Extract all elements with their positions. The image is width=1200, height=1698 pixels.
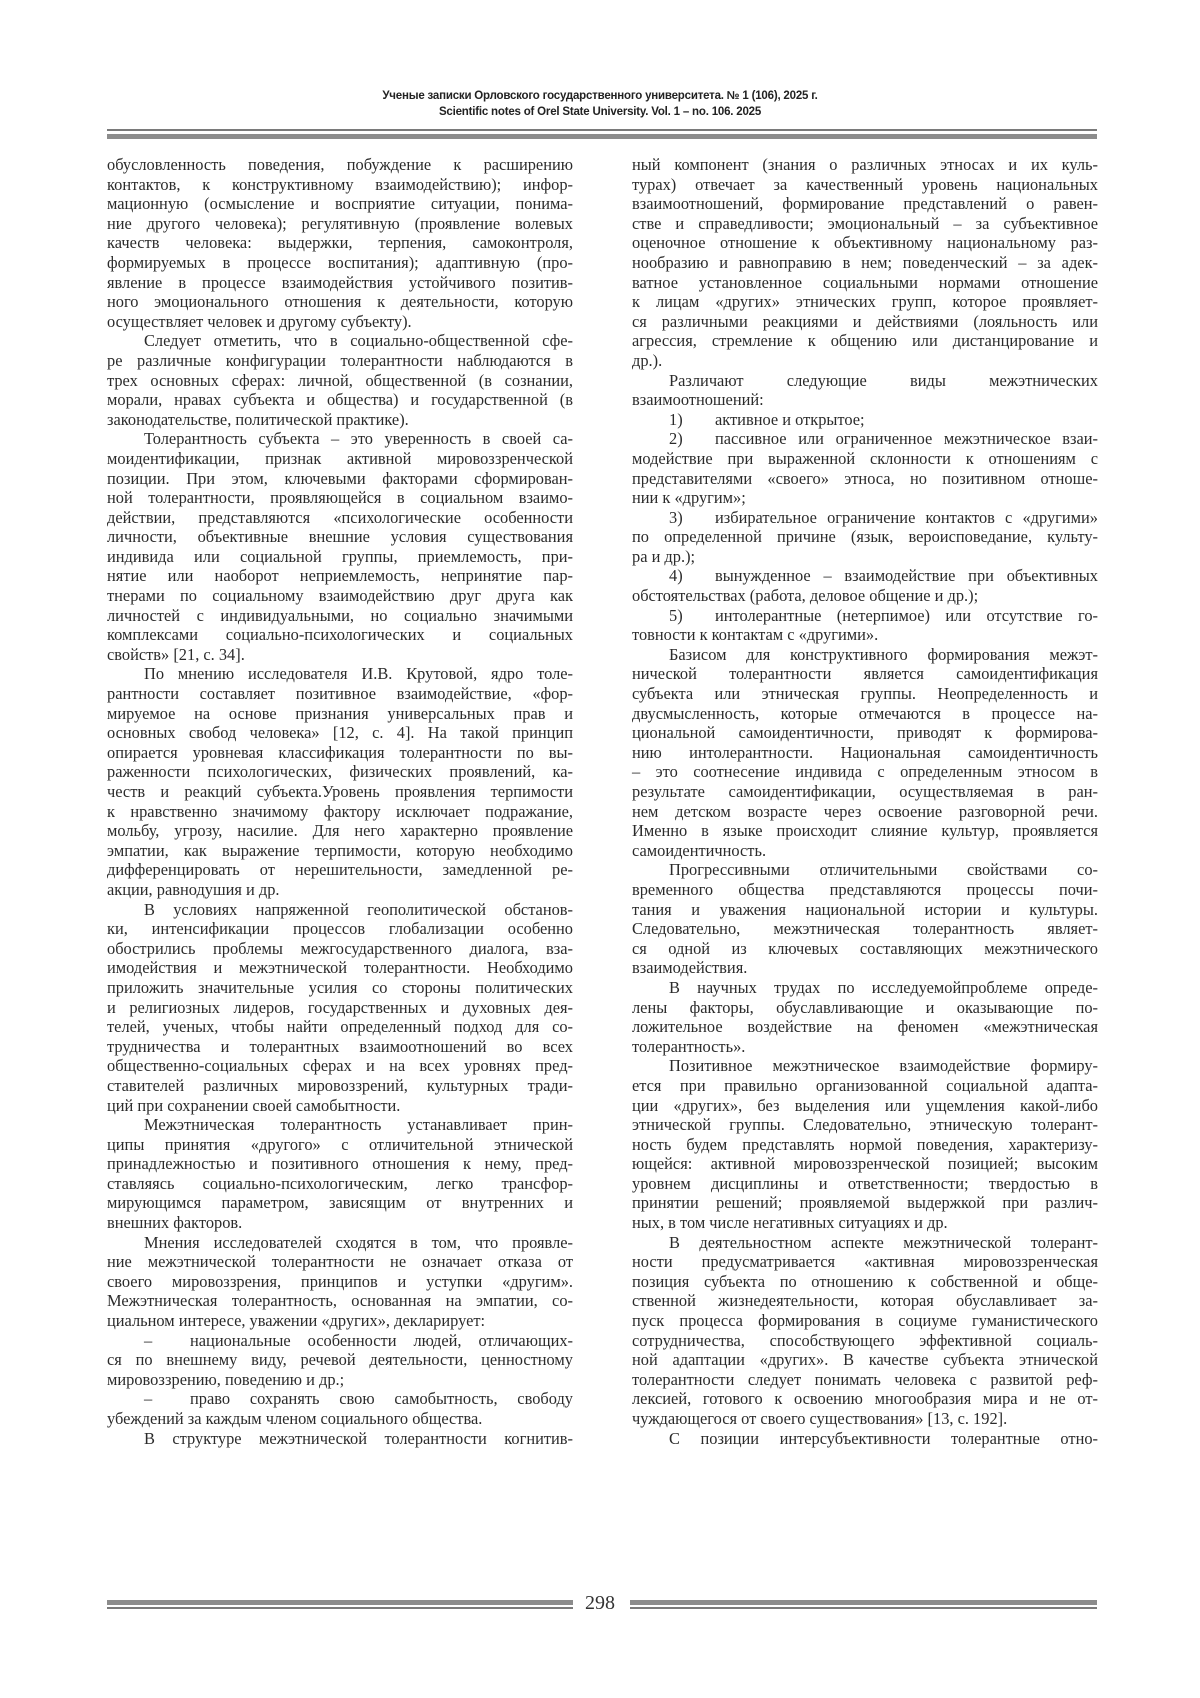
text-line: стве и справедливости; эмоциональный – за субъективное xyxy=(632,213,1098,233)
text-line: Мнения исследователей сходятся в том, что проявле- xyxy=(144,1232,573,1252)
list-item xyxy=(632,566,1098,605)
text-line: ности предусматривается «активная мировоззренческая xyxy=(632,1252,1098,1272)
text-line: ность будем представлять нормой поведения, характеризу- xyxy=(632,1134,1098,1154)
paragraph xyxy=(107,1429,573,1449)
text-line: лексией, готового к освоению многообразия мира и не от- xyxy=(632,1389,1098,1409)
text-line: внешних факторов. xyxy=(107,1213,243,1233)
text-line: по определенной причине (язык, вероисповедание, культу- xyxy=(632,527,1098,547)
text-line: телей, ученых, чтобы найти определенный подход для со- xyxy=(107,1017,573,1037)
text-line: мируемое на основе признания универсальных прав и xyxy=(107,703,573,723)
list-marker: 4) xyxy=(669,566,683,586)
text-line: ципы принятия «другого» с отличительной этнической xyxy=(107,1134,573,1154)
text-line: мировоззрению, поведению и др.; xyxy=(107,1369,345,1389)
text-line: Прогрессивными отличительными свойствами со- xyxy=(669,860,1098,880)
text-line: общественно-социальных сферах и на всех уровнях пред- xyxy=(107,1056,573,1076)
list-marker: 2) xyxy=(669,429,683,449)
text-line: Межэтническая толерантность устанавливает прин- xyxy=(144,1115,573,1135)
text-line: формируемых в процессе воспитания); адаптивную (про- xyxy=(107,252,573,272)
text-line: тания и уважения национальной истории и культуры. xyxy=(632,899,1098,919)
text-line: мирующимся параметром, зависящим от внутренних и xyxy=(107,1193,573,1213)
text-line: свойств» [21, с. 34]. xyxy=(107,644,245,664)
text-line: толерантность». xyxy=(632,1036,746,1056)
text-line: взаимоотношений: xyxy=(632,390,764,410)
text-line: лены факторы, обуславливающие и оказывающие по- xyxy=(632,997,1098,1017)
list-item-text: пассивное или ограниченное межэтническое взаи- xyxy=(715,429,1098,449)
journal-title-ru: Ученые записки Орловского государственного университета. № 1 (106), 2025 г. xyxy=(382,90,818,102)
text-line xyxy=(107,1389,573,1409)
text-line: обстоятельствах (работа, деловое общение и др.); xyxy=(632,586,979,606)
paragraph xyxy=(632,978,1098,1056)
text-line xyxy=(632,429,1098,449)
paragraph xyxy=(632,645,1098,861)
page-number: 298 xyxy=(585,1592,615,1614)
text-line: др.). xyxy=(632,350,663,370)
list-item xyxy=(107,1389,573,1428)
list-item xyxy=(107,1331,573,1390)
text-line: ся по внешнему виду, речевой деятельности, ценностному xyxy=(107,1350,573,1370)
text-line: Различают следующие виды межэтнических xyxy=(669,370,1098,390)
text-line: Именно в языке происходит слияние культур, проявляется xyxy=(632,821,1098,841)
footer-rule-right-thin xyxy=(630,1607,1097,1609)
text-line: Толерантность субъекта – это уверенность в своей са- xyxy=(144,429,573,449)
text-line: Следовательно, межэтническая толерантность являет- xyxy=(632,919,1098,939)
list-marker: 1) xyxy=(669,409,683,429)
list-item xyxy=(632,606,1098,645)
text-line: нии к «другим»; xyxy=(632,488,746,508)
list-item xyxy=(632,429,1098,507)
text-line: – это соотнесение индивида с определенным этносом в xyxy=(632,762,1098,782)
text-line: качеств человека: выдержки, терпения, самоконтроля, xyxy=(107,233,573,253)
list-item xyxy=(632,410,1098,430)
text-line: принятии решений; проявляемой выдержкой при различ- xyxy=(632,1193,1098,1213)
text-line: честв и реакций субъекта.Уровень проявления терпимости xyxy=(107,782,573,801)
paragraph xyxy=(632,1429,1098,1449)
text-line: Межэтническая толерантность, основанная на эмпатии, со- xyxy=(107,1291,573,1311)
text-line: индивида или социальной группы, приемлемость, при- xyxy=(107,546,573,566)
text-line xyxy=(107,1331,573,1351)
text-line: представителями «своего» этноса, но позитивном отноше- xyxy=(632,468,1098,488)
list-item-text: избирательное ограничение контактов с «другими» xyxy=(715,507,1098,527)
text-line: нятие или наоборот неприемлемость, непринятие пар- xyxy=(107,566,573,586)
paragraph xyxy=(107,664,573,899)
text-line: По мнению исследователя И.В. Крутовой, ядро толе- xyxy=(144,664,573,684)
text-line: ций при сохранении своей самобытности. xyxy=(107,1095,401,1115)
text-line: дифференцировать от нерешительности, замедленной ре- xyxy=(107,860,573,880)
text-line: основных свобод человека» [12, с. 4]. На такой принцип xyxy=(107,723,573,743)
text-line: убеждений за каждым членом социального общества. xyxy=(107,1409,483,1428)
left-column xyxy=(107,155,573,1448)
footer-rule-right-thick xyxy=(630,1600,1097,1605)
text-line: ный компонент (знания о различных этносах и их куль- xyxy=(632,155,1098,174)
right-column xyxy=(632,155,1098,1448)
text-line: к лицам «других» этнических групп, которое проявляет- xyxy=(632,292,1098,312)
text-line: рантности составляет позитивное взаимодействие, «фор- xyxy=(107,684,573,704)
text-line: В условиях напряженной геополитической обстанов- xyxy=(144,899,573,919)
list-item-text: интолерантные (нетерпимое) или отсутствие го- xyxy=(715,605,1098,625)
text-line: ся различными реакциями и действиями (лояльность или xyxy=(632,311,1098,331)
text-line: мольбу, угрозу, насилие. Для него характерно проявление xyxy=(107,821,573,841)
text-line: ложительное воздействие на феномен «межэтническая xyxy=(632,1017,1098,1037)
text-line: нем детском возрасте через освоение разговорной речи. xyxy=(632,801,1098,821)
paragraph xyxy=(632,1233,1098,1429)
text-line: циональной самоидентичности, приводят к формирова- xyxy=(632,723,1098,743)
text-line: циальном интересе, уважении «других», декларирует: xyxy=(107,1311,486,1331)
text-line: позиция субъекта по отношению к собственной и обще- xyxy=(632,1271,1098,1291)
text-line: ра и др.); xyxy=(632,546,696,566)
text-line: нию интолерантности. Национальная самоидентичность xyxy=(632,742,1098,762)
text-line xyxy=(632,508,1098,528)
list-item-text: вынужденное – взаимодействие при объективных xyxy=(715,566,1098,586)
list-item-text: активное и открытое; xyxy=(715,409,865,429)
text-line: турах) отвечает за качественный уровень национальных xyxy=(632,174,1098,194)
text-line: приложить значительные усилия со стороны политических xyxy=(107,977,573,997)
header-rule-thin xyxy=(107,129,1097,131)
text-line: комплексами социально-психологических и социальных xyxy=(107,625,573,645)
text-line: В научных трудах по исследуемойпроблеме опреде- xyxy=(669,977,1098,997)
text-line: субъекта или этническая группы. Неопределенность и xyxy=(632,684,1098,704)
text-line: позиции. При этом, ключевыми факторами сформирован- xyxy=(107,468,573,488)
text-line: ки, интенсификации процессов глобализации особенно xyxy=(107,919,573,939)
text-line: ре различные конфигурации толерантности наблюдаются в xyxy=(107,350,573,370)
text-line: ных, в том числе негативных ситуациях и др. xyxy=(632,1213,948,1233)
text-line: взаимодействия. xyxy=(632,958,748,978)
text-line: толерантности следует понимать человека с развитой реф- xyxy=(632,1369,1098,1389)
list-marker: 5) xyxy=(669,605,683,625)
text-line: ся одной из ключевых составляющих межэтнического xyxy=(632,938,1098,958)
paragraph xyxy=(107,331,573,429)
text-line: раженности психологических, физических проявлений, ка- xyxy=(107,762,573,782)
paragraph xyxy=(107,1233,573,1331)
paragraph xyxy=(632,860,1098,978)
text-line: явление в процессе взаимодействия устойчивого позитив- xyxy=(107,272,573,292)
text-line: ние другого человека); регулятивную (проявление волевых xyxy=(107,213,573,233)
text-line: морали, нравах субъекта и общества) и государственной (в xyxy=(107,390,573,410)
text-line: акции, равнодушия и др. xyxy=(107,879,280,899)
text-line: взаимоотношений, формирование представлений о равен- xyxy=(632,194,1098,214)
list-marker: 3) xyxy=(669,507,683,527)
text-line: уровнем дисциплины и ответственности; твердостью в xyxy=(632,1173,1098,1193)
list-item-text: национальные особенности людей, отличающих- xyxy=(190,1330,573,1350)
paragraph xyxy=(632,371,1098,410)
text-line: ции «других», без выделения или ущемления какой-либо xyxy=(632,1095,1098,1115)
footer-rule-left-thin xyxy=(107,1607,573,1609)
text-line: имодействия и межэтнической толерантности. Необходимо xyxy=(107,958,573,978)
text-line xyxy=(632,410,1098,430)
text-line: двусмысленность, которые отмечаются в процессе на- xyxy=(632,703,1098,723)
paragraph xyxy=(107,900,573,1116)
header-rule-thick xyxy=(107,134,1097,139)
text-line: и религиозных лидеров, государственных и духовных дея- xyxy=(107,997,573,1017)
text-line: ющейся: активной мировоззренческой позицией; высоким xyxy=(632,1154,1098,1174)
text-line: пуск процесса формирования в социуме гуманистического xyxy=(632,1311,1098,1331)
list-marker: – xyxy=(144,1389,153,1409)
text-line: ной толерантности, проявляющейся в социальном взаимо- xyxy=(107,488,573,508)
text-line: оценочное отношение к объективному национальному раз- xyxy=(632,233,1098,253)
paragraph xyxy=(632,1056,1098,1232)
text-line: ватное установленное социальными нормами отношение xyxy=(632,272,1098,292)
text-line: товности к контактам с «другими». xyxy=(632,625,879,645)
text-line: нообразию и равноправию в нем; поведенческий – за адек- xyxy=(632,252,1098,272)
text-line xyxy=(632,606,1098,626)
text-line: осуществляет человек и другому субъекту). xyxy=(107,311,412,331)
text-line: чуждающегося от своего существования» [13, с. 192]. xyxy=(632,1409,1008,1428)
paragraph xyxy=(107,1115,573,1233)
text-line: результате самоидентификации, осуществляемая в ран- xyxy=(632,782,1098,801)
paragraph xyxy=(107,429,573,664)
text-line: трех основных сферах: личной, общественной (в сознании, xyxy=(107,370,573,390)
text-line: обострились проблемы межгосударственного диалога, вза- xyxy=(107,938,573,958)
text-line: Базисом для конструктивного формирования межэт- xyxy=(669,644,1098,664)
paragraph xyxy=(632,155,1098,371)
text-line: агрессия, стремление к общению или дистанцирование и xyxy=(632,331,1098,351)
list-item xyxy=(632,508,1098,567)
journal-title-en: Scientific notes of Orel State University. Vol. 1 – no. 106. 2025 xyxy=(438,106,762,118)
list-item-text: право сохранять свою самобытность, свободу xyxy=(190,1389,573,1409)
text-line: мационную (осмысление и восприятие ситуации, понима- xyxy=(107,194,573,214)
text-line: ставителей различных мировоззрений, культурных тради- xyxy=(107,1075,573,1095)
text-line: опирается уровневая классификация толерантности по вы- xyxy=(107,742,573,762)
footer-rule-left-thick xyxy=(107,1600,573,1605)
text-line: обусловленность поведения, побуждение к расширению xyxy=(107,155,573,174)
text-line: самоидентичность. xyxy=(632,840,767,860)
text-line: тнерами по социальному взаимодействию друг друга как xyxy=(107,586,573,606)
list-marker: – xyxy=(144,1330,153,1350)
text-line: ственной жизнедеятельности, которая обуславливает за- xyxy=(632,1291,1098,1311)
text-line: моидентификации, признак активной мировоззренческой xyxy=(107,448,573,468)
text-line: ного эмоционального отношения к деятельности, которую xyxy=(107,292,573,312)
text-line: нической толерантности является самоидентификация xyxy=(632,664,1098,684)
text-line: законодательстве, политической практике). xyxy=(107,409,409,429)
text-line: к нравственно значимому фактору исключает подражание, xyxy=(107,801,573,821)
text-line: ной адаптации «других». В качестве субъекта этнической xyxy=(632,1350,1098,1370)
text-line: ние межэтнической толерантности не означает отказа от xyxy=(107,1252,573,1272)
text-line: эмпатии, как выражение терпимости, которую необходимо xyxy=(107,840,573,860)
text-line: трудничества и толерантных взаимоотношений во всех xyxy=(107,1036,573,1056)
text-line: сотрудничества, способствующего эффективной социаль- xyxy=(632,1330,1098,1350)
text-line: модействие при выраженной склонности к отношениям с xyxy=(632,448,1098,468)
text-line: личностей с индивидуальными, но социально значимыми xyxy=(107,605,573,625)
text-line: ставляясь социально-психологическим, легко трансфор- xyxy=(107,1173,573,1193)
text-line: временного общества представляются процессы почи- xyxy=(632,879,1098,899)
text-line: Следует отметить, что в социально-общественной сфе- xyxy=(144,331,573,351)
text-line: Позитивное межэтническое взаимодействие формиру- xyxy=(669,1056,1098,1076)
text-line: С позиции интерсубъективности толерантные отно- xyxy=(669,1428,1098,1448)
text-line: этнической группы. Следовательно, этническую толерант- xyxy=(632,1115,1098,1135)
text-line xyxy=(632,566,1098,586)
text-line: принадлежностью и позитивного отношения к нему, пред- xyxy=(107,1154,573,1174)
text-line: личности, объективные внешние условия существования xyxy=(107,527,573,547)
text-line: ется при правильно организованной социальной адапта- xyxy=(632,1075,1098,1095)
text-line: В деятельностном аспекте межэтнической толерант- xyxy=(669,1232,1098,1252)
text-line: В структуре межэтнической толерантности когнитив- xyxy=(144,1428,573,1448)
text-line: своего мировоззрения, принципов и уступки «другим». xyxy=(107,1271,573,1291)
paragraph xyxy=(107,155,573,331)
text-line: контактов, к конструктивному взаимодействию); инфор- xyxy=(107,174,573,194)
text-line: действии, представляются «психологические особенности xyxy=(107,507,573,527)
